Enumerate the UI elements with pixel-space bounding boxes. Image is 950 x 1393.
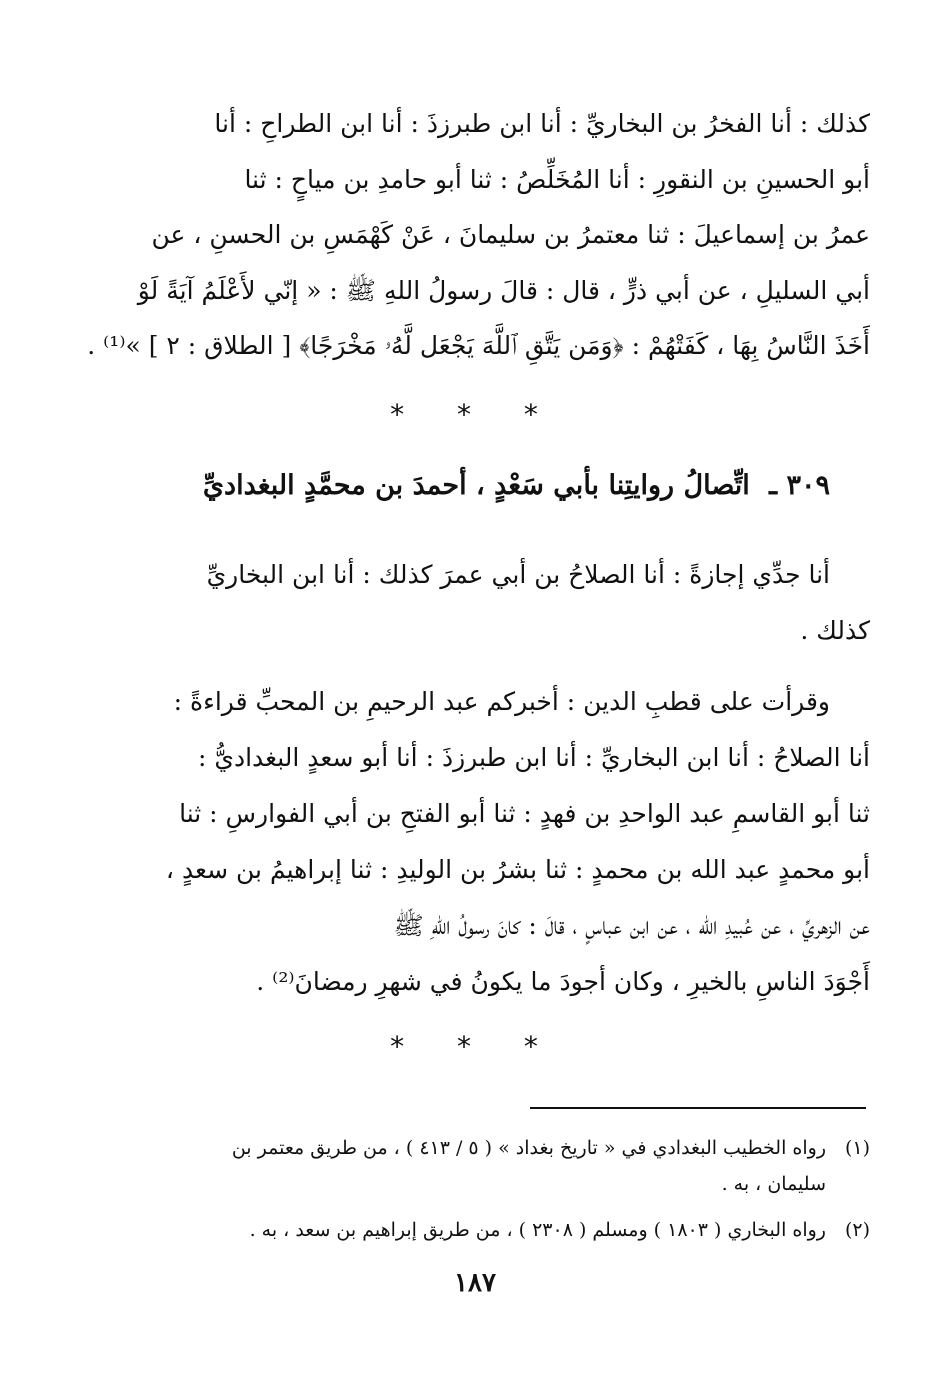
text-line: أنا الصلاحُ : أنا ابن البخاريِّ : أنا ابن طبرزذَ : أنا أبو سعدٍ البغداديُّ :: [198, 743, 870, 772]
text-line: أبو الحسينِ بن النقورِ : أنا المُخَلِّصُ : ثنا أبو حامدِ بن مياحٍ : ثنا: [244, 164, 870, 194]
page-number: ١٨٧: [454, 1268, 496, 1298]
footnote-text: رواه الخطيب البغدادي في « تاريخ بغداد » ( ٥ / ٤١٣ ) ، من طريق معتمر بن: [231, 1137, 826, 1159]
chain-paragraph-1: [108, 547, 870, 659]
footnote-number: (١): [844, 1137, 870, 1159]
text-line: وقرأت على قطبِ الدين : أخبركم عبد الرحيمِ بن المحبِّ قراءةً :: [173, 687, 830, 716]
text-line: عن الزهريِّ ، عن عُبيدِ الله ، عن ابن عباسٍ ، قالَ : كانَ رسولُ اللهِ ﷺ: [393, 911, 870, 940]
footnote-2: [108, 1212, 870, 1248]
section-separator: * * *: [390, 398, 560, 431]
text-line: كذلك .: [800, 616, 870, 645]
text-line: أبو محمدٍ عبد الله بن محمدٍ : ثنا بشرُ بن الوليدِ : ثنا إبراهيمُ بن سعدٍ ،: [165, 855, 870, 884]
footnote-divider: [530, 1107, 866, 1109]
footnote-text: رواه البخاري ( ١٨٠٣ ) ومسلم ( ٢٣٠٨ ) ، من طريق إبراهيم بن سعد ، به .: [249, 1219, 826, 1241]
text-line: كذلك : أنا الفخرُ بن البخاريِّ : أنا ابن طبرزذَ : أنا ابن الطراحِ : أنا: [214, 109, 870, 138]
footnote-1: [108, 1130, 870, 1202]
section-separator: * * *: [390, 1030, 560, 1063]
opening-paragraph: [87, 96, 870, 374]
chain-paragraph-2: [108, 674, 870, 1010]
text-line: أَجْوَدَ الناسِ بالخيرِ ، وكان أجودَ ما يكونُ في شهرِ رمضانَ⁽²⁾ .: [256, 967, 870, 996]
text-line: أنا جدِّي إجازةً : أنا الصلاحُ بن أبي عمرَ كذلك : أنا ابن البخاريِّ: [206, 560, 830, 589]
text-line: عمرُ بن إسماعيلَ : ثنا معتمرُ بن سليمانَ ، عَنْ كَهْمَسِ بن الحسنِ ، عن: [151, 220, 870, 249]
text-line: أبي السليلِ ، عن أبي ذرٍّ ، قال : قالَ رسولُ اللهِ ﷺ : « إنّي لأَعْلَمُ آيَةً لَوْ: [137, 275, 870, 305]
footnote-text: سليمان ، به .: [721, 1173, 826, 1195]
footnote-number: (٢): [844, 1219, 870, 1241]
text-line: أَخَذَ النَّاسُ بِهَا ، كَفَتْهُمْ : ﴿وَمَن يَتَّقِ ٱللَّهَ يَجْعَل لَّهُۥ مَخْرَجًا﴾ [ الطلاق : ٢ ] »⁽¹⁾ .: [87, 331, 870, 360]
text-line: ثنا أبو القاسمِ عبد الواحدِ بن فهدٍ : ثنا أبو الفتحِ بن أبي الفوارسِ : ثنا: [179, 799, 870, 828]
section-title: اتِّصالُ روايتِنا بأبي سَعْدٍ ، أحمدَ بن محمَّدٍ البغداديِّ: [202, 470, 750, 501]
section-number: ٣٠٩ ـ: [769, 470, 830, 501]
section-heading: [108, 470, 830, 501]
